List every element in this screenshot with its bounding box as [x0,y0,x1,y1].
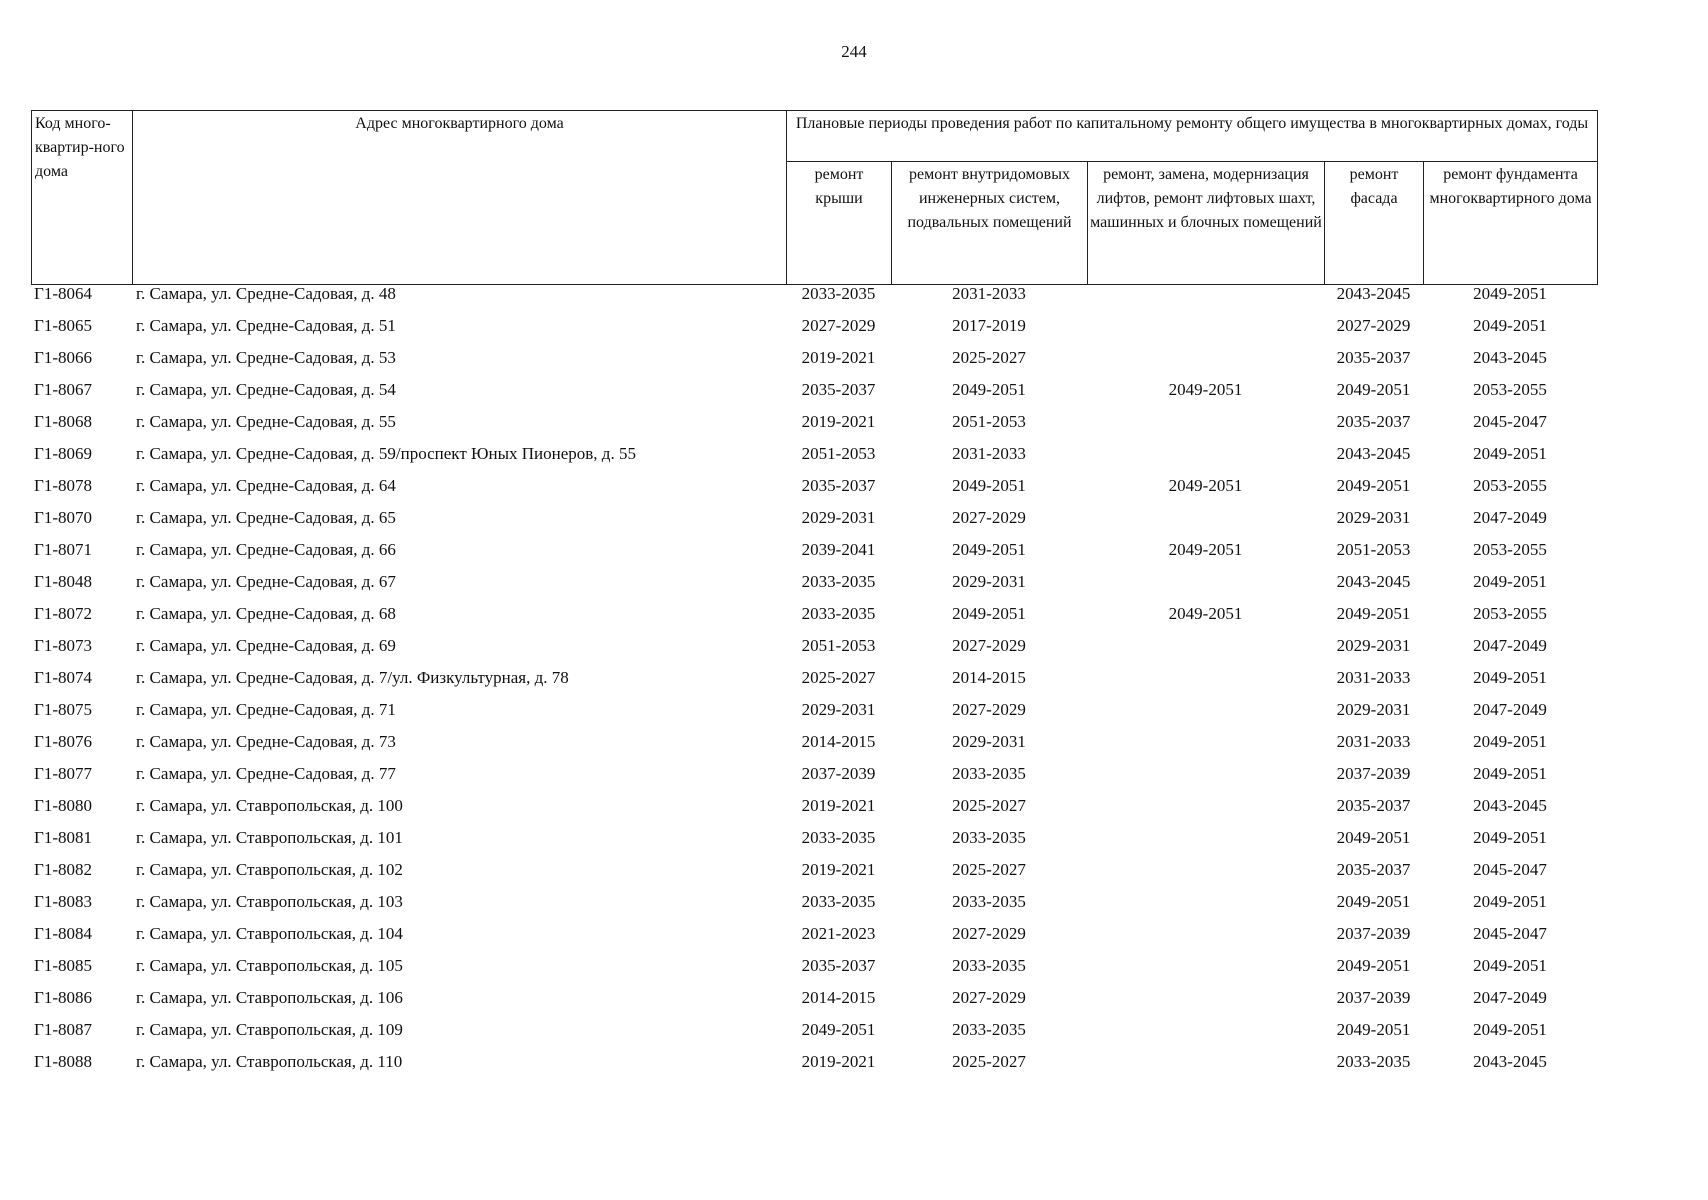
cell-code: Г1-8067 [34,380,92,399]
cell-roof: 2035-2037 [801,476,876,495]
table-row [31,668,1597,700]
table-row [31,924,1597,956]
cell-elevators [1087,348,1324,380]
cell-elevators [1087,668,1324,700]
cell-facade: 2031-2033 [1336,668,1411,687]
table-row [31,316,1597,348]
cell-engineering: 2014-2015 [952,668,1026,687]
cell-facade: 2035-2037 [1336,796,1411,815]
cell-elevators [1087,316,1324,348]
cell-facade: 2051-2053 [1336,540,1411,559]
cell-foundation: 2045-2047 [1473,412,1547,431]
cell-roof: 2035-2037 [801,380,876,399]
cell-facade: 2043-2045 [1336,444,1411,463]
cell-foundation: 2049-2051 [1473,668,1547,687]
cell-elevators [1087,700,1324,732]
cell-code: Г1-8076 [34,732,92,751]
cell-roof: 2039-2041 [801,540,876,559]
header-elevators: ремонт, замена, модернизация лифтов, ремонт лифтовых шахт, машинных и блочных помещений [1088,162,1325,285]
cell-engineering: 2049-2051 [952,380,1026,399]
cell-code: Г1-8072 [34,604,92,623]
header-code: Код много-квартир-ного дома [32,111,133,285]
cell-code: Г1-8086 [34,988,92,1007]
cell-address: г. Самара, ул. Ставропольская, д. 100 [136,796,403,815]
cell-elevators [1087,892,1324,924]
cell-elevators [1087,1052,1324,1084]
cell-engineering: 2049-2051 [952,604,1026,623]
cell-elevators [1087,1020,1324,1052]
cell-facade: 2035-2037 [1336,412,1411,431]
cell-address: г. Самара, ул. Ставропольская, д. 103 [136,892,403,911]
cell-address: г. Самара, ул. Ставропольская, д. 101 [136,828,403,847]
cell-address: г. Самара, ул. Средне-Садовая, д. 67 [136,572,396,591]
cell-foundation: 2043-2045 [1473,796,1547,815]
cell-engineering: 2027-2029 [952,700,1026,719]
cell-roof: 2029-2031 [801,508,876,527]
cell-address: г. Самара, ул. Средне-Садовая, д. 65 [136,508,396,527]
cell-address: г. Самара, ул. Средне-Садовая, д. 77 [136,764,396,783]
cell-address: г. Самара, ул. Ставропольская, д. 109 [136,1020,403,1039]
cell-engineering: 2027-2029 [952,988,1026,1007]
cell-engineering: 2049-2051 [952,540,1026,559]
cell-elevators [1087,412,1324,444]
cell-engineering: 2029-2031 [952,572,1026,591]
cell-roof: 2051-2053 [801,444,876,463]
cell-foundation: 2049-2051 [1473,284,1547,303]
cell-engineering: 2025-2027 [952,348,1026,367]
table-row [31,348,1597,380]
cell-engineering: 2025-2027 [952,796,1026,815]
cell-elevators [1087,636,1324,668]
cell-facade: 2035-2037 [1336,348,1411,367]
cell-address: г. Самара, ул. Ставропольская, д. 102 [136,860,403,879]
cell-code: Г1-8075 [34,700,92,719]
cell-code: Г1-8081 [34,828,92,847]
cell-roof: 2019-2021 [801,412,876,431]
cell-elevators [1087,284,1324,316]
table-row [31,636,1597,668]
cell-foundation: 2049-2051 [1473,444,1547,463]
cell-engineering: 2029-2031 [952,732,1026,751]
cell-code: Г1-8077 [34,764,92,783]
cell-elevators: 2049-2051 [1168,476,1243,495]
cell-foundation: 2053-2055 [1473,476,1547,495]
cell-address: г. Самара, ул. Ставропольская, д. 104 [136,924,403,943]
table-row [31,508,1597,540]
cell-engineering: 2031-2033 [952,444,1026,463]
cell-roof: 2019-2021 [801,860,876,879]
header-roof: ремонт крыши [787,162,892,285]
cell-roof: 2035-2037 [801,956,876,975]
cell-elevators [1087,924,1324,956]
cell-code: Г1-8083 [34,892,92,911]
cell-address: г. Самара, ул. Средне-Садовая, д. 66 [136,540,396,559]
cell-foundation: 2043-2045 [1473,1052,1547,1071]
cell-facade: 2049-2051 [1336,476,1411,495]
cell-code: Г1-8073 [34,636,92,655]
cell-code: Г1-8064 [34,284,92,303]
table-row [31,892,1597,924]
cell-engineering: 2033-2035 [952,956,1026,975]
cell-facade: 2029-2031 [1336,508,1411,527]
cell-elevators [1087,508,1324,540]
cell-elevators [1087,572,1324,604]
table-header [31,110,1598,285]
cell-facade: 2049-2051 [1336,380,1411,399]
cell-code: Г1-8084 [34,924,92,943]
cell-facade: 2043-2045 [1336,572,1411,591]
cell-address: г. Самара, ул. Средне-Садовая, д. 59/проспект Юных Пионеров, д. 55 [136,444,636,463]
table-row [31,1020,1597,1052]
cell-facade: 2031-2033 [1336,732,1411,751]
cell-roof: 2033-2035 [801,892,876,911]
table-row [31,732,1597,764]
cell-roof: 2014-2015 [801,988,876,1007]
cell-roof: 2014-2015 [801,732,876,751]
cell-elevators [1087,828,1324,860]
cell-foundation: 2045-2047 [1473,860,1547,879]
page-number: 244 [841,42,867,61]
cell-facade: 2049-2051 [1336,828,1411,847]
cell-roof: 2025-2027 [801,668,876,687]
cell-code: Г1-8088 [34,1052,92,1071]
cell-foundation: 2043-2045 [1473,348,1547,367]
cell-foundation: 2049-2051 [1473,572,1547,591]
cell-foundation: 2049-2051 [1473,956,1547,975]
cell-engineering: 2025-2027 [952,860,1026,879]
cell-code: Г1-8070 [34,508,92,527]
cell-code: Г1-8082 [34,860,92,879]
cell-facade: 2029-2031 [1336,636,1411,655]
cell-facade: 2037-2039 [1336,764,1411,783]
cell-foundation: 2053-2055 [1473,540,1547,559]
cell-foundation: 2049-2051 [1473,316,1547,335]
cell-address: г. Самара, ул. Средне-Садовая, д. 69 [136,636,396,655]
cell-facade: 2037-2039 [1336,924,1411,943]
cell-roof: 2049-2051 [801,1020,876,1039]
cell-facade: 2049-2051 [1336,1020,1411,1039]
cell-elevators: 2049-2051 [1168,380,1243,399]
cell-address: г. Самара, ул. Средне-Садовая, д. 51 [136,316,396,335]
cell-code: Г1-8066 [34,348,92,367]
table-row [31,284,1597,316]
cell-elevators [1087,956,1324,988]
cell-facade: 2029-2031 [1336,700,1411,719]
cell-engineering: 2033-2035 [952,764,1026,783]
cell-elevators [1087,732,1324,764]
cell-foundation: 2049-2051 [1473,764,1547,783]
cell-roof: 2019-2021 [801,348,876,367]
cell-code: Г1-8074 [34,668,92,687]
cell-code: Г1-8069 [34,444,92,463]
table-row [31,988,1597,1020]
cell-elevators: 2049-2051 [1168,540,1243,559]
cell-roof: 2037-2039 [801,764,876,783]
cell-facade: 2035-2037 [1336,860,1411,879]
table-row [31,604,1597,636]
table-row [31,828,1597,860]
cell-foundation: 2049-2051 [1473,732,1547,751]
cell-roof: 2033-2035 [801,828,876,847]
cell-foundation: 2047-2049 [1473,700,1547,719]
cell-address: г. Самара, ул. Ставропольская, д. 110 [136,1052,403,1071]
cell-roof: 2019-2021 [801,796,876,815]
cell-engineering: 2033-2035 [952,1020,1026,1039]
table-row [31,1052,1597,1084]
cell-roof: 2033-2035 [801,284,876,303]
cell-address: г. Самара, ул. Ставропольская, д. 105 [136,956,403,975]
cell-foundation: 2049-2051 [1473,1020,1547,1039]
table-row [31,540,1597,572]
cell-roof: 2029-2031 [801,700,876,719]
cell-engineering: 2049-2051 [952,476,1026,495]
cell-elevators [1087,764,1324,796]
cell-roof: 2027-2029 [801,316,876,335]
cell-code: Г1-8078 [34,476,92,495]
cell-code: Г1-8048 [34,572,92,591]
cell-engineering: 2031-2033 [952,284,1026,303]
cell-engineering: 2027-2029 [952,508,1026,527]
cell-engineering: 2017-2019 [952,316,1026,335]
cell-address: г. Самара, ул. Ставропольская, д. 106 [136,988,403,1007]
cell-code: Г1-8085 [34,956,92,975]
cell-elevators [1087,860,1324,892]
table-row [31,380,1597,412]
cell-facade: 2033-2035 [1336,1052,1411,1071]
cell-engineering: 2051-2053 [952,412,1026,431]
cell-address: г. Самара, ул. Средне-Садовая, д. 73 [136,732,396,751]
cell-address: г. Самара, ул. Средне-Садовая, д. 68 [136,604,396,623]
header-address: Адрес многоквартирного дома [133,111,787,285]
cell-roof: 2051-2053 [801,636,876,655]
cell-foundation: 2053-2055 [1473,380,1547,399]
cell-elevators [1087,444,1324,476]
cell-code: Г1-8071 [34,540,92,559]
cell-engineering: 2027-2029 [952,636,1026,655]
cell-foundation: 2047-2049 [1473,508,1547,527]
table-row [31,412,1597,444]
table-row [31,796,1597,828]
cell-address: г. Самара, ул. Средне-Садовая, д. 54 [136,380,396,399]
table-row [31,860,1597,892]
cell-roof: 2033-2035 [801,604,876,623]
table-row [31,956,1597,988]
cell-roof: 2021-2023 [801,924,876,943]
cell-elevators [1087,796,1324,828]
cell-foundation: 2049-2051 [1473,892,1547,911]
cell-facade: 2027-2029 [1336,316,1411,335]
cell-engineering: 2033-2035 [952,892,1026,911]
cell-address: г. Самара, ул. Средне-Садовая, д. 48 [136,284,396,303]
header-periods: Плановые периоды проведения работ по капитальному ремонту общего имущества в многоквартирных домах, годы [787,111,1598,162]
cell-address: г. Самара, ул. Средне-Садовая, д. 71 [136,700,396,719]
table-row [31,700,1597,732]
table-row [31,476,1597,508]
cell-address: г. Самара, ул. Средне-Садовая, д. 7/ул. Физкультурная, д. 78 [136,668,569,687]
cell-engineering: 2033-2035 [952,828,1026,847]
cell-foundation: 2047-2049 [1473,988,1547,1007]
cell-address: г. Самара, ул. Средне-Садовая, д. 64 [136,476,396,495]
cell-foundation: 2045-2047 [1473,924,1547,943]
cell-roof: 2033-2035 [801,572,876,591]
cell-code: Г1-8087 [34,1020,92,1039]
table-row [31,444,1597,476]
cell-foundation: 2047-2049 [1473,636,1547,655]
cell-address: г. Самара, ул. Средне-Садовая, д. 55 [136,412,396,431]
header-foundation: ремонт фундамента многоквартирного дома [1424,162,1598,285]
cell-foundation: 2049-2051 [1473,828,1547,847]
cell-roof: 2019-2021 [801,1052,876,1071]
header-facade: ремонт фасада [1325,162,1424,285]
cell-address: г. Самара, ул. Средне-Садовая, д. 53 [136,348,396,367]
cell-facade: 2049-2051 [1336,892,1411,911]
cell-facade: 2043-2045 [1336,284,1411,303]
cell-code: Г1-8068 [34,412,92,431]
cell-code: Г1-8080 [34,796,92,815]
cell-facade: 2037-2039 [1336,988,1411,1007]
table-row [31,572,1597,604]
cell-elevators: 2049-2051 [1168,604,1243,623]
cell-engineering: 2027-2029 [952,924,1026,943]
cell-engineering: 2025-2027 [952,1052,1026,1071]
cell-facade: 2049-2051 [1336,956,1411,975]
cell-foundation: 2053-2055 [1473,604,1547,623]
table-row [31,764,1597,796]
cell-elevators [1087,988,1324,1020]
cell-facade: 2049-2051 [1336,604,1411,623]
table-body [31,284,1597,1084]
cell-code: Г1-8065 [34,316,92,335]
header-engineering: ремонт внутридомовых инженерных систем, подвальных помещений [892,162,1088,285]
